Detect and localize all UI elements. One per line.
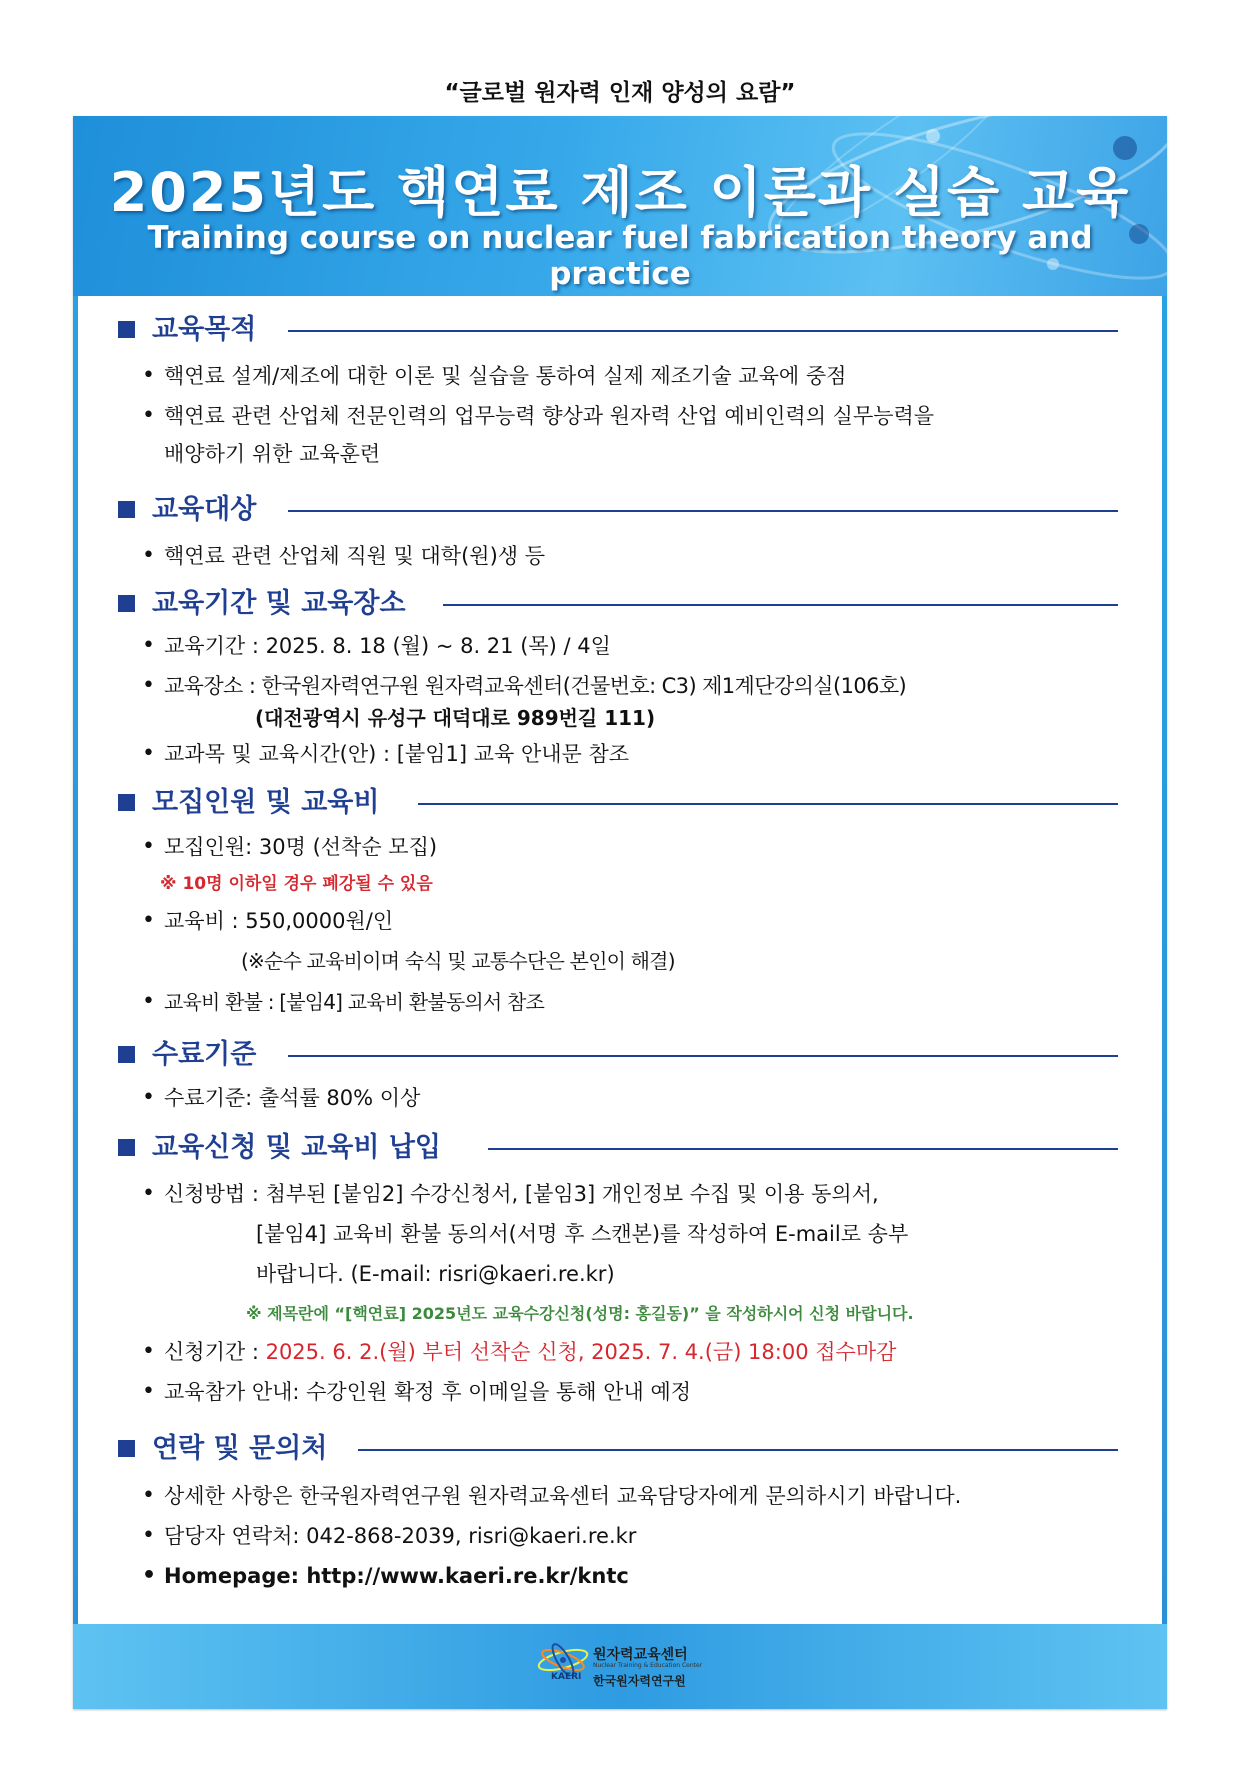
section-purpose-header [118,312,1118,348]
section-title: 교육기간 및 교육장소 [152,588,406,619]
contact-inquiry: • 상세한 사항은 한국원자력연구원 원자력교육센터 교육담당자에게 문의하시기 바랍니다. [164,1481,961,1511]
course-title-korean: 2025년도 핵연료 제조 이론과 실습 교육 [109,161,1131,224]
section-target-header [118,492,1118,528]
period-venue: • 교육장소 : 한국원자력연구원 원자력교육센터(건물번호: C3) 제1계단강의실(106호) [164,671,906,701]
apply-method-line-2: [붙임4] 교육비 환불 동의서(서명 후 스캔본)를 작성하여 E-mail로 송부 [256,1222,909,1246]
section-divider [288,510,1118,512]
section-divider [288,330,1118,332]
footer-bar [73,1624,1167,1709]
recruit-fee: • 교육비 : 550,0000원/인 [164,906,393,936]
section-square-icon [118,501,135,518]
period-address: (대전광역시 유성구 대덕대로 989번길 111) [255,706,656,730]
section-title: 교육목적 [152,314,257,345]
institute-name: 한국원자력연구원 [593,1674,686,1688]
apply-method-line-3: 바랍니다. (E-mail: risri@kaeri.re.kr) [256,1262,615,1286]
section-title: 연락 및 문의처 [152,1433,328,1464]
section-divider [288,1055,1118,1057]
section-square-icon [118,794,135,811]
section-apply-header [118,1130,1118,1166]
purpose-item-2: • 핵연료 관련 산업체 전문인력의 업무능력 향상과 원자력 산업 예비인력의 실무능력을 [164,401,934,431]
apply-method-line-1: • 신청방법 : 첨부된 [붙임2] 수강신청서, [붙임3] 개인정보 수집 및 이용 동의서, [164,1179,879,1209]
contact-homepage[interactable]: • Homepage: http://www.kaeri.re.kr/kntc [164,1561,629,1591]
brand-wordmark: KAERI [551,1672,582,1682]
period-curriculum: • 교과목 및 교육시간(안) : [붙임1] 교육 안내문 참조 [164,739,629,769]
period-duration: • 교육기간 : 2025. 8. 18 (월) ~ 8. 21 (목) / 4일 [164,631,611,661]
section-completion-header [118,1037,1118,1073]
purpose-item-2-cont: 배양하기 위한 교육훈련 [164,442,381,466]
title-banner [73,116,1167,296]
completion-criteria: • 수료기준: 출석률 80% 이상 [164,1083,420,1113]
kaeri-logo [531,1638,711,1694]
section-divider [418,803,1118,805]
apply-period-value: 2025. 6. 2.(월) 부터 선착순 신청, 2025. 7. 4.(금) 18:00 접수마감 [265,1340,897,1364]
poster-frame [73,116,1167,1709]
center-name-en: Nuclear Training & Education Center [593,1662,703,1669]
target-item-1: • 핵연료 관련 산업체 직원 및 대학(원)생 등 [164,541,545,571]
section-divider [443,604,1118,606]
recruit-refund: • 교육비 환불 : [붙임4] 교육비 환불동의서 참조 [164,987,544,1017]
section-title: 수료기준 [152,1039,257,1070]
section-square-icon [118,321,135,338]
apply-period [164,1337,896,1367]
section-divider [488,1148,1118,1150]
section-square-icon [118,595,135,612]
section-title: 모집인원 및 교육비 [152,787,380,818]
course-title-english: Training course on nuclear fuel fabrication theory and practice [147,220,1093,292]
apply-period-label: 신청기간 : [164,1340,266,1364]
section-period-header [118,586,1118,622]
section-title: 교육대상 [152,494,257,525]
section-contact-header [118,1431,1118,1467]
section-divider [358,1449,1118,1451]
section-square-icon [118,1440,135,1457]
section-recruit-header [118,785,1118,821]
center-name: 원자력교육센터 [593,1647,688,1663]
section-square-icon [118,1046,135,1063]
section-title: 교육신청 및 교육비 납입 [152,1132,442,1163]
apply-notice: • 교육참가 안내: 수강인원 확정 후 이메일을 통해 안내 예정 [164,1377,691,1407]
purpose-item-1: • 핵연료 설계/제조에 대한 이론 및 실습을 통하여 실제 제조기술 교육에 중점 [164,361,846,391]
recruit-capacity: • 모집인원: 30명 (선착순 모집) [164,832,437,862]
recruit-fee-note: (※순수 교육비이며 숙식 및 교통수단은 본인이 해결) [241,949,675,973]
apply-subject-note: ※ 제목란에 “[핵연료] 2025년도 교육수강신청(성명: 홍길동)” 을 작성하시어 신청 바랍니다. [246,1304,914,1323]
recruit-cancel-note: ※ 10명 이하일 경우 폐강될 수 있음 [160,874,433,894]
tagline: “글로벌 원자력 인재 양성의 요람” [444,80,796,106]
section-square-icon [118,1139,135,1156]
contact-phone: • 담당자 연락처: 042-868-2039, risri@kaeri.re.kr [164,1521,636,1551]
kaeri-logo-icon [535,1642,591,1676]
content-panel [78,296,1162,1624]
